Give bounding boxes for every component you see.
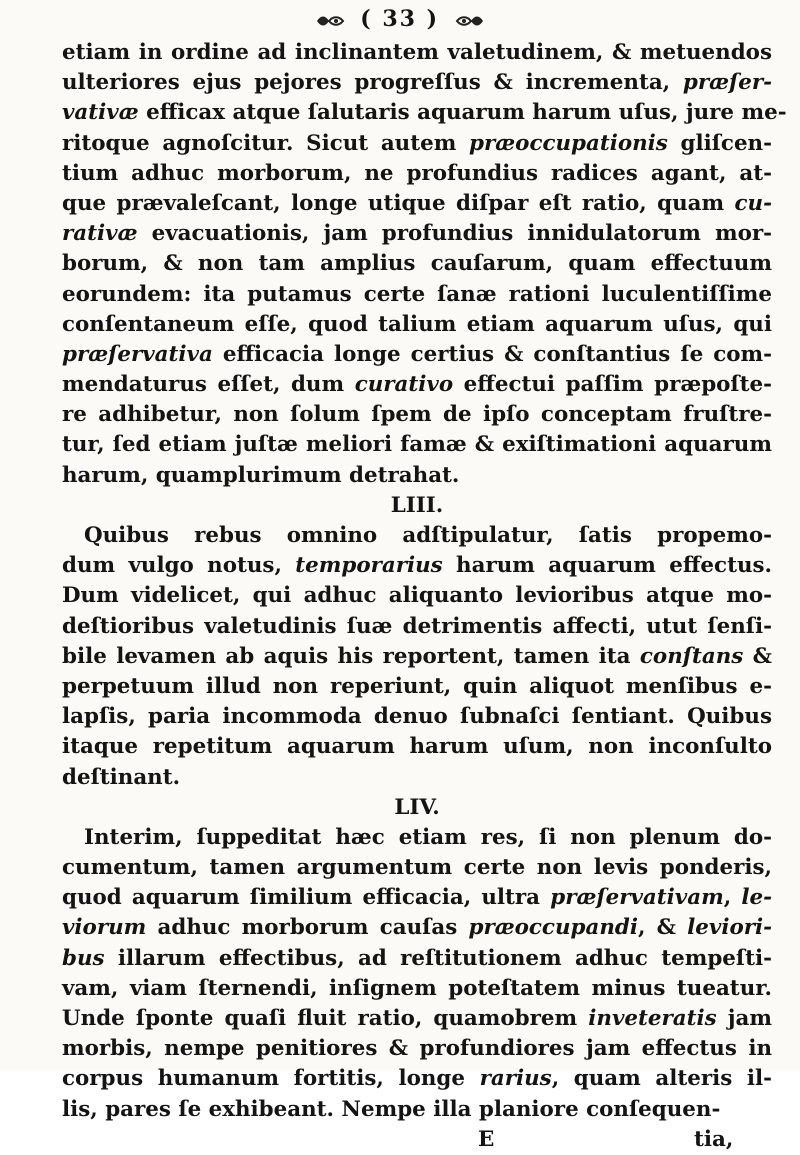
italic-term: viorum: [62, 915, 147, 941]
text-line: [62, 129, 772, 159]
text-line: [62, 1064, 772, 1094]
text-run: Quibus rebus omnino adſtipulatur, ſatis propemo-: [84, 523, 772, 548]
text-line: [62, 189, 772, 219]
text-line: [62, 430, 772, 460]
italic-term: præoccupationis: [469, 130, 668, 156]
text-line: [62, 521, 772, 551]
italic-term: leviori-: [687, 915, 773, 941]
text-run: ,: [723, 885, 742, 911]
text-run: corpus humanum fortitis, longe: [62, 1066, 480, 1092]
text-run: , &: [637, 915, 688, 941]
text-run: tur, ſed etiam juſtæ meliori famæ & exiſtimationi aquarum: [62, 432, 772, 458]
text-run: gliſcen-: [667, 130, 772, 156]
text-run: efficax atque ſalutaris aquarum harum uſus, jure me-: [138, 100, 787, 126]
italic-term: præſer-: [682, 70, 772, 96]
catchword: tia,: [694, 1126, 734, 1152]
text-run: ulteriores ejus pejores progreſſus & incrementa,: [62, 70, 683, 96]
text-run: etiam in ordine ad inclinantem valetudinem, & metuendos: [62, 40, 772, 65]
italic-term: præſervativam: [550, 885, 724, 911]
text-line: [62, 944, 772, 974]
text-line: [62, 974, 772, 1004]
text-run: lapſis, paria incommoda denuo ſubnaſci ſentiant. Quibus: [62, 704, 772, 730]
text-run: bile levamen ab aquis his reportent, tamen ita: [62, 643, 640, 669]
text-run: jam: [716, 1006, 772, 1031]
ornament-left-icon: [315, 7, 354, 31]
text-line: [62, 310, 772, 340]
text-run: que prævaleſcant, longe utique diſpar eſt ratio, quam: [62, 190, 735, 216]
text-line: [62, 581, 772, 611]
italic-term: rativæ: [62, 221, 138, 247]
italic-term: curativo: [354, 372, 454, 398]
text-line: [62, 38, 772, 68]
text-run: tium adhuc morborum, ne profundius radices agant, at-: [62, 160, 772, 186]
text-line: [62, 732, 772, 762]
text-run: morbis, nempe penitiores & profundiores jam effectus in: [62, 1036, 772, 1062]
ornament-right-icon: [455, 7, 485, 31]
text-run: LIII.: [390, 492, 444, 518]
text-run: &: [743, 643, 772, 669]
text-run: , quam alteris il-: [551, 1066, 772, 1092]
text-run: borum, & non tam amplius cauſarum, quam effectuum: [62, 251, 772, 277]
text-line: [62, 249, 772, 279]
text-line: [62, 883, 772, 913]
text-run: re adhibetur, non ſolum ſpem de ipſo conceptam fruſtre-: [62, 402, 772, 428]
text-line: [62, 642, 772, 672]
text-run: Unde ſponte quaſi fluit ratio, quamobrem: [62, 1006, 589, 1031]
text-line: [62, 370, 772, 400]
text-run: eorundem: ita putamus certe ſanæ rationi luculentiſſime: [62, 281, 772, 307]
text-run: illarum effectibus, ad reſtitutionem adhuc tempeſti-: [104, 945, 772, 971]
text-line: [62, 280, 772, 310]
text-run: effectui paſſim præpoſte-: [453, 372, 773, 398]
page-header: [0, 6, 800, 32]
italic-term: inveteratis: [588, 1006, 717, 1031]
text-run: harum aquarum effectus.: [442, 553, 772, 579]
italic-term: bus: [62, 945, 105, 971]
section-heading: [62, 491, 772, 521]
text-run: perpetuum illud non reperiunt, quin aliquot menſibus e-: [62, 673, 772, 699]
text-run: Dum videlicet, qui adhuc aliquanto levioribus atque mo-: [62, 583, 772, 609]
italic-term: vativæ: [62, 100, 139, 126]
text-line: [62, 219, 772, 249]
text-run: harum, quamplurimum detrahat.: [62, 462, 460, 488]
text-run: itaque repetitum aquarum harum uſum, non inconſulto: [62, 734, 772, 760]
text-line: [62, 823, 772, 853]
text-run: adhuc morborum cauſas: [146, 915, 469, 941]
text-line: [62, 400, 772, 430]
text-line: [62, 853, 772, 883]
text-run: efficacia longe certius & conſtantius ſe com-: [212, 341, 772, 367]
italic-term: præſervativa: [62, 341, 213, 367]
text-run: cumentum, tamen argumentum certe non levis ponderis,: [62, 855, 772, 881]
italic-term: cu-: [734, 190, 772, 216]
text-line: [62, 159, 772, 189]
main-text: [62, 38, 787, 1155]
page-number: ( 33 ): [360, 6, 440, 32]
text-line: [62, 763, 772, 793]
text-line: [62, 612, 772, 642]
text-line: [62, 1095, 772, 1125]
section-heading: [62, 793, 772, 823]
text-line: [62, 551, 772, 581]
text-run: LIV.: [394, 794, 440, 820]
text-run: deſtioribus valetudinis ſuæ detrimentis affecti, utut ſenſi-: [62, 613, 772, 639]
text-line: [62, 913, 772, 943]
text-run: conſentaneum eſſe, quod talium etiam aquarum uſus, qui: [62, 311, 772, 337]
text-run: evacuationis, jam profundius innidulatorum mor-: [137, 221, 772, 247]
italic-term: præoccupandi: [468, 915, 638, 941]
signature-mark: E: [478, 1126, 495, 1152]
text-run: lis, pares ſe exhibeant. Nempe illa planiore conſequen-: [62, 1096, 721, 1122]
italic-term: le-: [741, 885, 772, 911]
footer-line: [62, 1125, 772, 1155]
text-run: vam, viam ſternendi, inſignem poteſtatem minus tueatur.: [62, 975, 772, 1001]
text-line: [62, 702, 772, 732]
text-line: [62, 1004, 772, 1034]
text-line: [62, 672, 772, 702]
text-run: ritoque agnoſcitur. Sicut autem: [62, 130, 470, 156]
text-run: dum vulgo notus,: [62, 553, 296, 579]
text-run: quod aquarum ſimilium efficacia, ultra: [62, 885, 551, 911]
text-line: [62, 340, 772, 370]
text-line: [62, 68, 772, 98]
text-run: Interim, ſuppeditat hæc etiam res, ſi non plenum do-: [84, 824, 772, 850]
italic-term: conſtans: [639, 643, 744, 669]
text-line: [62, 1034, 772, 1064]
italic-term: temporarius: [295, 553, 443, 579]
text-line: [62, 98, 787, 128]
text-run: deſtinant.: [62, 764, 181, 790]
italic-term: rarius: [479, 1066, 552, 1092]
text-run: mendaturus eſſet, dum: [62, 372, 355, 398]
text-line: [62, 461, 772, 491]
